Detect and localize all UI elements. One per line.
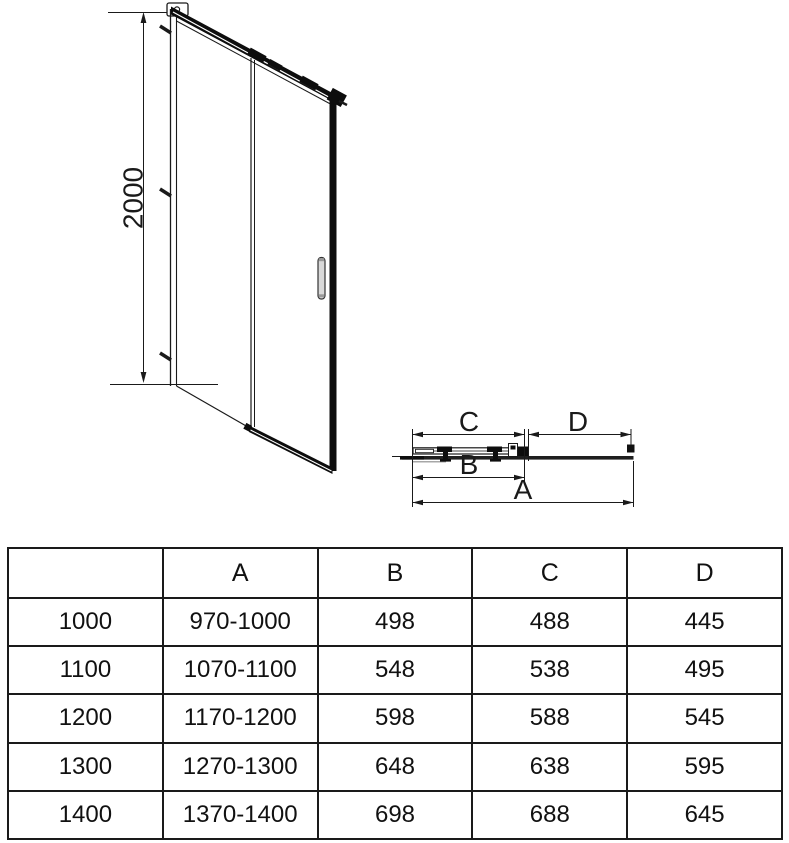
table-header-d: D bbox=[627, 548, 782, 598]
size-spec-table bbox=[7, 547, 783, 840]
table-cell-c: 588 bbox=[472, 694, 627, 742]
table-row bbox=[8, 743, 782, 791]
table-cell-c: 688 bbox=[472, 791, 627, 839]
door-handle bbox=[318, 258, 325, 300]
dimension-d bbox=[529, 406, 632, 437]
dimension-a bbox=[413, 474, 634, 505]
dim-label-d: D bbox=[567, 406, 589, 437]
dim-label-a: A bbox=[513, 474, 533, 505]
table-cell-d: 645 bbox=[627, 791, 782, 839]
bottom-rail bbox=[243, 423, 332, 474]
dimension-arrow-down bbox=[141, 372, 147, 383]
table-cell-b: 698 bbox=[318, 791, 473, 839]
door-right-stile bbox=[330, 98, 337, 471]
table-cell-b: 598 bbox=[318, 694, 473, 742]
table-cell-size: 1000 bbox=[8, 598, 163, 646]
dim-label-b: B bbox=[459, 449, 479, 480]
table-cell-c: 538 bbox=[472, 646, 627, 694]
table-cell-size: 1400 bbox=[8, 791, 163, 839]
table-cell-a: 1270-1300 bbox=[163, 743, 318, 791]
table-cell-b: 548 bbox=[318, 646, 473, 694]
plan-right-end-cap bbox=[627, 445, 635, 453]
table-cell-d: 495 bbox=[627, 646, 782, 694]
table-cell-d: 545 bbox=[627, 694, 782, 742]
anti-jump-block bbox=[509, 444, 518, 457]
front-view-diagram bbox=[108, 3, 347, 474]
left-wall-profile bbox=[171, 9, 177, 386]
slider-end-block bbox=[518, 447, 528, 457]
table-cell-d: 595 bbox=[627, 743, 782, 791]
table-cell-size: 1100 bbox=[8, 646, 163, 694]
fixed-panel-edge bbox=[177, 58, 255, 429]
table-cell-b: 648 bbox=[318, 743, 473, 791]
table-header-b: B bbox=[318, 548, 473, 598]
table-cell-d: 445 bbox=[627, 598, 782, 646]
table-cell-c: 488 bbox=[472, 598, 627, 646]
dimension-arrow-up bbox=[141, 12, 147, 23]
table-header-size bbox=[8, 548, 163, 598]
table-row bbox=[8, 598, 782, 646]
table-cell-a: 970-1000 bbox=[163, 598, 318, 646]
dim-label-c: C bbox=[458, 406, 480, 437]
height-dimension-label: 2000 bbox=[117, 166, 149, 230]
table-cell-a: 1170-1200 bbox=[163, 694, 318, 742]
table-header-a: A bbox=[163, 548, 318, 598]
table-row bbox=[8, 791, 782, 839]
table-cell-a: 1370-1400 bbox=[163, 791, 318, 839]
table-header-c: C bbox=[472, 548, 627, 598]
plan-view-diagram bbox=[392, 406, 635, 507]
table-cell-b: 498 bbox=[318, 598, 473, 646]
table-header-row bbox=[8, 548, 782, 598]
wall-mount-bracket bbox=[160, 26, 171, 33]
table-cell-c: 638 bbox=[472, 743, 627, 791]
height-dimension bbox=[108, 12, 218, 385]
wall-mount-bracket bbox=[160, 353, 171, 360]
wall-mount-bracket bbox=[160, 189, 171, 196]
dimension-c bbox=[413, 406, 525, 437]
table-cell-a: 1070-1100 bbox=[163, 646, 318, 694]
table-row bbox=[8, 694, 782, 742]
table-cell-size: 1300 bbox=[8, 743, 163, 791]
table-cell-size: 1200 bbox=[8, 694, 163, 742]
table-row bbox=[8, 646, 782, 694]
